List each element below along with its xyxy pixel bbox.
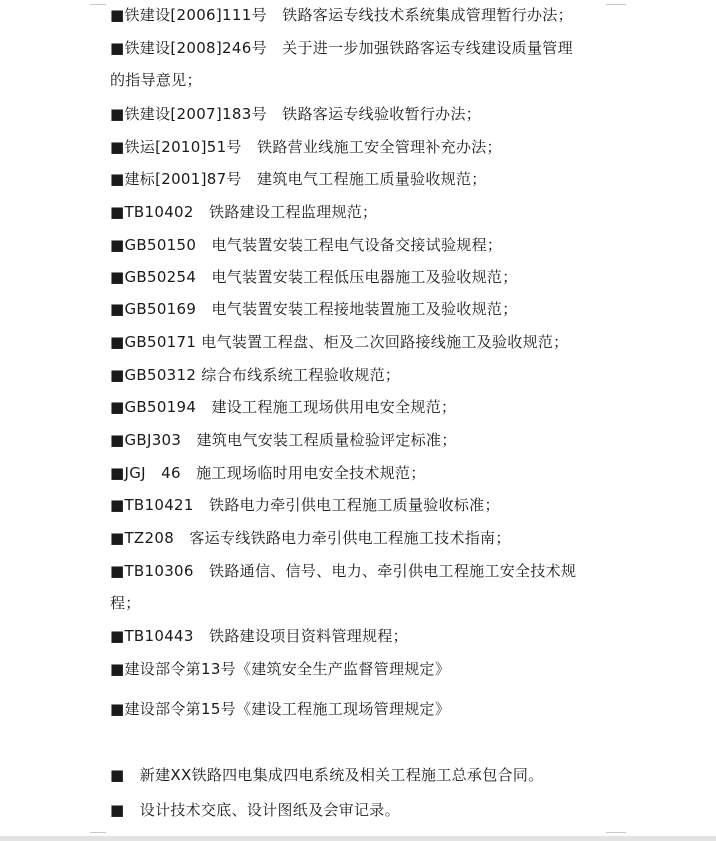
list-item: ■建标[2001]87号 建筑电气工程施工质量验收规范；: [110, 170, 487, 188]
list-item: ■JGJ 46 施工现场临时用电安全技术规范；: [110, 464, 426, 482]
list-item: ■TB10306 铁路通信、信号、电力、牵引供电工程施工安全技术规: [110, 562, 577, 580]
list-item: ■铁建设[2007]183号 铁路客运专线验收暂行办法；: [110, 105, 482, 123]
list-item: ■ 新建XX铁路四电集成四电系统及相关工程施工总承包合同。: [110, 766, 544, 784]
list-item: ■铁建设[2008]246号 关于进一步加强铁路客运专线建设质量管理: [110, 39, 573, 57]
page-bottom-edge: [0, 836, 716, 841]
corner-mark: [606, 4, 626, 5]
list-item: ■TB10402 铁路建设工程监理规范；: [110, 203, 378, 221]
list-item: ■GB50194 建设工程施工现场供用电安全规范；: [110, 398, 457, 416]
list-item: 的指导意见；: [110, 71, 202, 89]
corner-mark: [90, 832, 106, 833]
list-item: ■TB10421 铁路电力牵引供电工程施工质量验收标准；: [110, 496, 500, 514]
list-item: 程；: [110, 594, 141, 612]
list-item: ■铁建设[2006]111号 铁路客运专线技术系统集成管理暂行办法；: [110, 6, 573, 24]
list-item: ■铁运[2010]51号 铁路营业线施工安全管理补充办法；: [110, 138, 502, 156]
list-item: ■ 设计技术交底、设计图纸及会审记录。: [110, 801, 400, 819]
list-item: ■GBJ303 建筑电气安装工程质量检验评定标准；: [110, 431, 457, 449]
corner-mark: [90, 4, 106, 5]
list-item: ■GB50171 电气装置工程盘、柜及二次回路接线施工及验收规范；: [110, 333, 569, 351]
list-item: ■建设部令第15号《建设工程施工现场管理规定》: [110, 700, 451, 718]
list-item: ■TB10443 铁路建设项目资料管理规程；: [110, 627, 408, 645]
corner-mark: [606, 832, 626, 833]
list-item: ■TZ208 客运专线铁路电力牵引供电工程施工技术指南；: [110, 529, 511, 547]
list-item: ■建设部令第13号《建筑安全生产监督管理规定》: [110, 660, 451, 678]
list-item: ■GB50254 电气装置安装工程低压电器施工及验收规范；: [110, 268, 518, 286]
list-item: ■GB50312 综合布线系统工程验收规范；: [110, 366, 401, 384]
list-item: ■GB50169 电气装置安装工程接地装置施工及验收规范；: [110, 300, 518, 318]
list-item: ■GB50150 电气装置安装工程电气设备交接试验规程；: [110, 236, 503, 254]
